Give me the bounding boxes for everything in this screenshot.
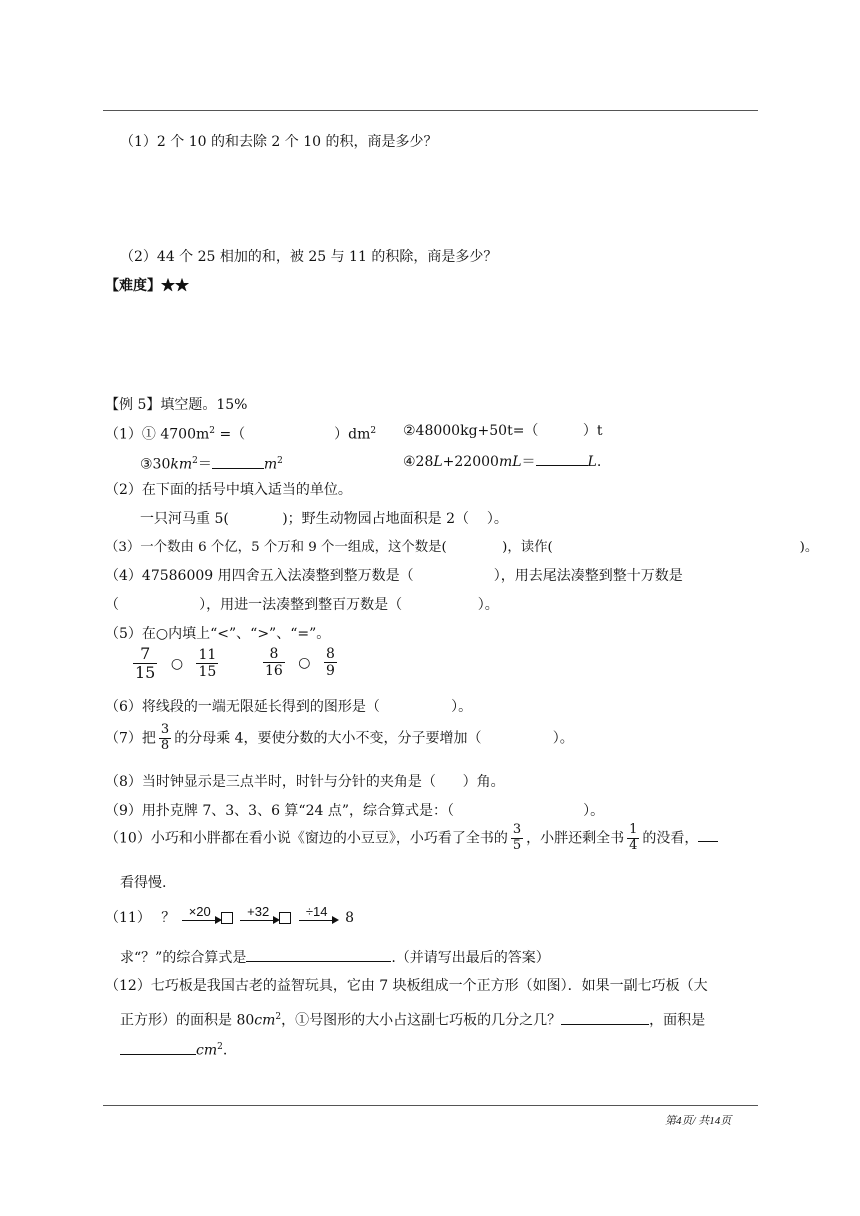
- footer-rule: [103, 1105, 758, 1106]
- item-2-line: 一只河马重 5( )；野生动物园占地面积是 2（ ）。: [140, 511, 508, 527]
- item-1-d: ④28L+22000mL＝ L.: [403, 451, 601, 472]
- example-title: 【例 5】填空题。15%: [105, 397, 248, 413]
- item-5-compare-2: [260, 646, 340, 679]
- answer-blank[interactable]: [561, 1010, 649, 1025]
- fraction: $\frac{3}{5}$: [512, 822, 522, 853]
- answer-blank[interactable]: [536, 451, 588, 466]
- item-1-c: $③30km^2= m^2$: [140, 451, 283, 475]
- question-1: （1）2 个 10 的和去除 2 个 10 的积，商是多少？: [120, 134, 438, 150]
- difficulty-label: 【难度】★★: [105, 278, 189, 294]
- item-12-line2: 正方形）的面积是 $80cm^2$，①号图形的大小占这副七巧板的几分之几？ ，面积是: [120, 1007, 705, 1031]
- box-placeholder: [279, 912, 291, 924]
- item-4-line1: （4）47586009 用四舍五入法凑整到整万数是（ ），用去尾法凑整到整十万数是: [105, 568, 683, 584]
- compare-circle[interactable]: ○: [170, 655, 184, 672]
- fraction: $\frac{7}{15}$: [135, 644, 156, 683]
- answer-blank[interactable]: [212, 454, 264, 469]
- item-6: （6）将线段的一端无限延长得到的图形是（ ）。: [105, 699, 473, 715]
- answer-blank[interactable]: [246, 947, 391, 962]
- question-2: （2）44 个 25 相加的和，被 25 与 11 的积除，商是多少？: [120, 249, 498, 265]
- operation-arrow: ×20: [180, 906, 220, 930]
- compare-circle[interactable]: ○: [298, 654, 311, 671]
- fraction: $\frac{8}{16}$: [265, 646, 283, 680]
- answer-blank[interactable]: [698, 827, 718, 842]
- item-12-line1: （12）七巧板是我国古老的益智玩具，它由 7 块板组成一个正方形（如图）．如果一副七巧板（大: [105, 978, 708, 994]
- item-3: （3）一个数由 6 个亿，5 个万和 9 个一组成，这个数是( )，读作( )。: [105, 540, 819, 555]
- item-12-line3: $cm^2$.: [120, 1037, 227, 1061]
- item-5-compare-1: [130, 645, 221, 683]
- operation-arrow: ÷14: [297, 906, 337, 930]
- item-2: （2）在下面的括号中填入适当的单位。: [105, 482, 352, 498]
- fraction: $\frac{1}{4}$: [629, 822, 638, 853]
- item-9: （9）用扑克牌 7、3、3、6 算“24 点”，综合算式是：（ ）。: [105, 803, 605, 819]
- fraction: $\frac{3}{8}$: [160, 722, 170, 753]
- answer-blank[interactable]: [120, 1040, 196, 1055]
- fraction: $\frac{8}{9}$: [325, 646, 335, 680]
- fraction: $\frac{11}{15}$: [198, 647, 217, 681]
- item-11: （11） ？ ×20 +32 ÷14 8: [105, 906, 354, 930]
- item-10: （10）小巧和小胖都在看小说《窗边的小豆豆》，小巧看了全书的 $\frac{3}{5}$ ，小胖还剩全书 $\frac{1}{4}$ 的没看，: [105, 823, 718, 854]
- item-1-a: （1）① $4700m^2$ =（ ）$dm^2$: [105, 426, 377, 443]
- box-placeholder: [221, 912, 233, 924]
- item-11-question: 求“？”的综合算式是 .（并请写出最后的答案）: [120, 947, 550, 968]
- item-5: （5）在○内填上“<”、“>”、“=”。: [105, 626, 331, 642]
- item-7: （7）把 $\frac{3}{8}$ 的分母乘 4，要使分数的大小不变，分子要增加（ ）。: [105, 722, 574, 753]
- item-4-line2: （ ），用进一法凑整到整百万数是（ ）。: [105, 597, 499, 613]
- operation-arrow: +32: [238, 906, 278, 930]
- item-1-b: ②48000kg+50t=（ ）t: [403, 423, 603, 439]
- header-rule: [103, 110, 758, 111]
- page-number: 第4页/ 共14页: [665, 1115, 732, 1127]
- item-8: （8）当时钟显示是三点半时，时针与分针的夹角是（ ）角。: [105, 774, 505, 790]
- item-10-line2: 看得慢.: [120, 875, 167, 891]
